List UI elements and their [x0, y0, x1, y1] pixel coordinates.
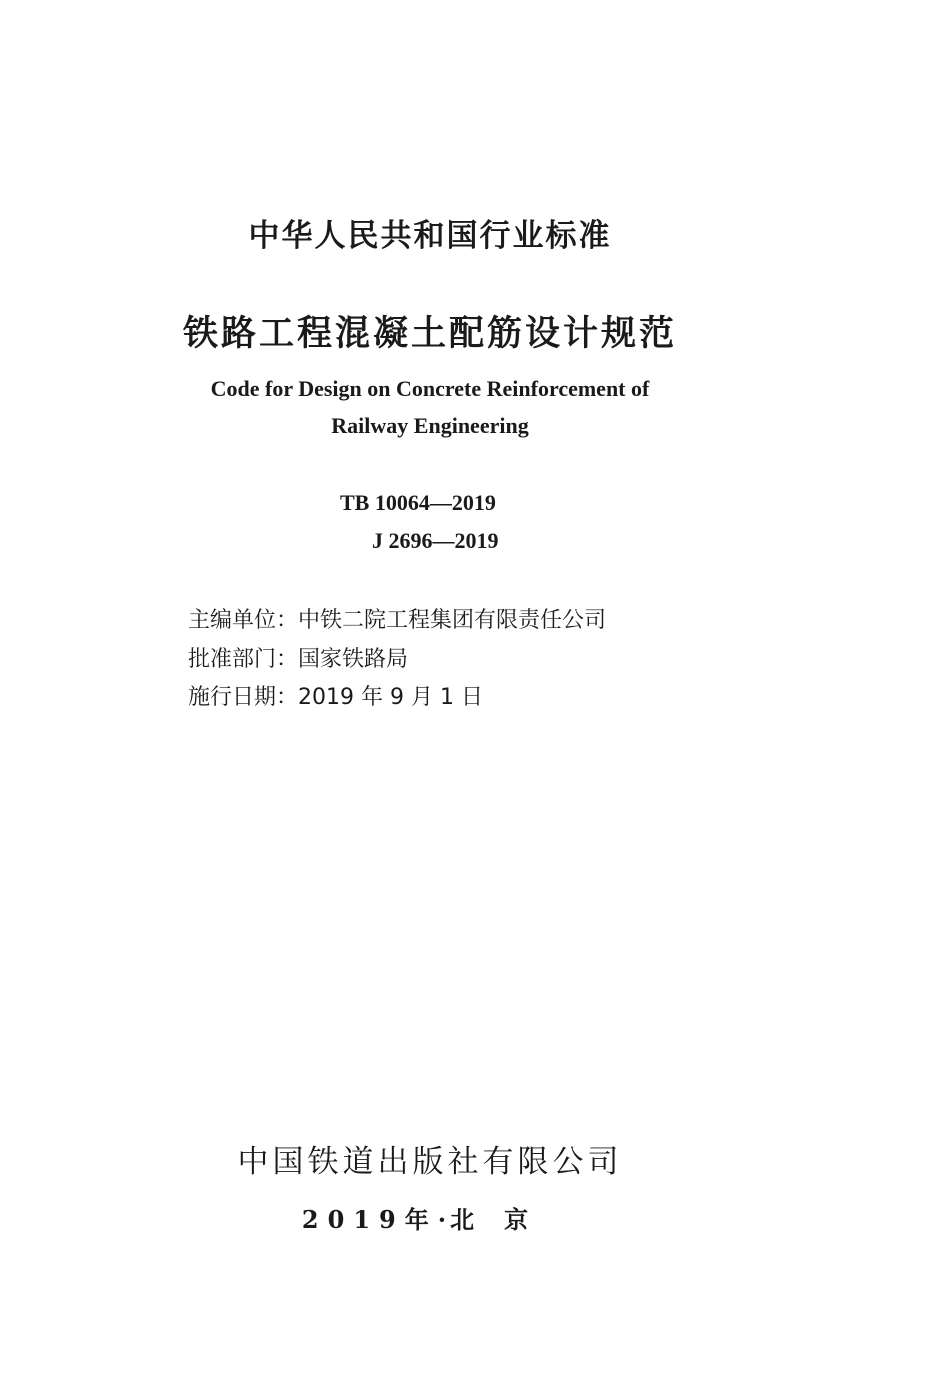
approving-dept-value: 国家铁路局	[298, 647, 409, 672]
editor-unit-row	[188, 603, 606, 634]
publisher-name: 中国铁道出版社有限公司	[237, 1144, 623, 1180]
standard-code-j: J 2696—2019	[372, 528, 499, 553]
approving-dept-label: 批准部门：	[188, 647, 299, 672]
publication-city: 北京	[450, 1205, 559, 1234]
effective-date-label: 施行日期：	[188, 685, 299, 710]
editor-unit-value: 中铁二院工程集团有限责任公司	[298, 608, 607, 633]
effective-date-row	[188, 680, 483, 711]
title-english-line-2: Railway Engineering	[331, 413, 529, 438]
publication-date-place	[0, 1200, 860, 1235]
standard-code-tb: TB 10064—2019	[340, 490, 496, 515]
effective-date-value: 2019 年 9 月 1 日	[298, 685, 483, 710]
publication-year: 2019年	[301, 1205, 438, 1234]
title-chinese: 铁路工程混凝土配筋设计规范	[182, 314, 677, 354]
standard-category: 中华人民共和国行业标准	[248, 218, 612, 254]
editor-unit-label: 主编单位：	[188, 608, 299, 633]
title-english-line-1: Code for Design on Concrete Reinforcement of	[210, 376, 650, 401]
publication-separator: ·	[437, 1205, 447, 1234]
approving-dept-row	[188, 642, 408, 673]
